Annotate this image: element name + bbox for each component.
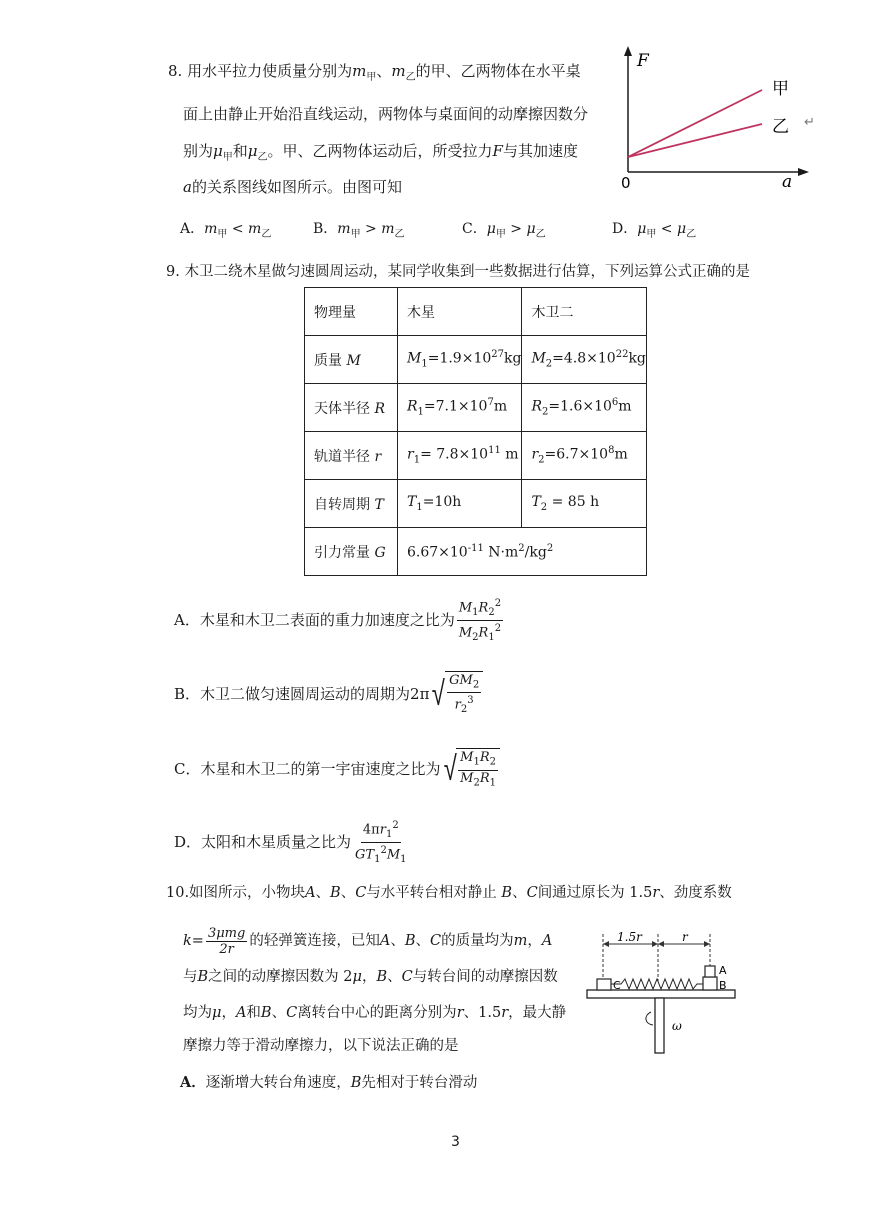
label-yi: 乙 bbox=[772, 117, 789, 137]
block-c bbox=[597, 979, 611, 990]
y-axis-label: F bbox=[637, 51, 649, 71]
q10-option-a[interactable]: A．逐渐增大转台角速度，B先相对于转台滑动 bbox=[180, 1074, 478, 1091]
dim-arrow bbox=[652, 941, 658, 947]
dim-label-r: r bbox=[682, 930, 688, 944]
q8-option-b[interactable]: B．$m_甲 > m_乙$ bbox=[313, 221, 405, 240]
q10-line1: 10.如图所示，小物块A、B、C与水平转台相对静止 B、C间通过原长为 1.5r、劲度系数 bbox=[166, 885, 732, 901]
turntable-shaft bbox=[655, 998, 664, 1053]
table-row bbox=[305, 336, 647, 384]
q10-line2: k = $\frac{\text{3μmg}}{2r}$ 的轻弹簧连接，已知 A 、 B 、 C 的质量均为 m ， A bbox=[183, 925, 553, 957]
table-cell-R2: $R_2=1.6\times 10^6m$ bbox=[522, 384, 646, 432]
dim-arrow bbox=[704, 941, 710, 947]
table-cell-r2: $r_2=6.7\times 10^8m$ bbox=[522, 432, 646, 480]
table-header-europa: 木卫二 bbox=[522, 288, 646, 336]
q10-turntable-figure bbox=[585, 928, 745, 1058]
table-cell-orbit-label: 轨道半径 r bbox=[305, 432, 398, 480]
q8-option-c[interactable]: C．$\mu_甲 > \mu_乙$ bbox=[462, 221, 546, 240]
q8-line4: a的关系图线如图所示。由图可知 bbox=[183, 178, 402, 196]
table-row bbox=[305, 432, 647, 480]
x-axis-arrow bbox=[798, 168, 809, 176]
table-cell-M2: $M_2=4.8\times 10^{22}kg$ bbox=[522, 336, 646, 384]
table-cell-R1: $R_1=7.1\times 10^7m$ bbox=[398, 384, 522, 432]
table-cell-T2: $T_2 = 85$ h bbox=[522, 480, 646, 528]
x-axis-label: a bbox=[782, 172, 793, 192]
page-number: 3 bbox=[451, 1134, 460, 1150]
return-mark: ↵ bbox=[804, 115, 815, 130]
q8-option-d[interactable]: D．$\mu_甲 < \mu_乙$ bbox=[612, 221, 697, 240]
turntable-disk bbox=[587, 990, 735, 998]
table-cell-G-value: $6.67\times 10^{-11}$ $N\cdot m^2/kg^2$ bbox=[398, 528, 647, 576]
q8-force-acceleration-graph bbox=[612, 44, 822, 194]
y-axis-arrow bbox=[624, 46, 632, 56]
q8-line2: 面上由静止开始沿直线运动，两物体与桌面间的动摩擦因数分 bbox=[183, 105, 589, 123]
table-cell-M1: $M_1=1.9\times 10^{27}kg$ bbox=[398, 336, 522, 384]
dim-label-1-5r: 1.5r bbox=[617, 930, 642, 944]
fraction-gravity-ratio: $\frac{M_1R_2^2}{M_2R_1^2}$ bbox=[458, 597, 502, 643]
block-c-label: C bbox=[613, 979, 621, 992]
rotation-arrow bbox=[646, 1012, 653, 1025]
q9-data-table bbox=[304, 287, 647, 576]
table-cell-period-label: 自转周期 T bbox=[305, 480, 398, 528]
spring bbox=[611, 979, 703, 989]
line-yi bbox=[628, 124, 762, 157]
q9-stem: 9. 木卫二绕木星做匀速圆周运动，某同学收集到一些数据进行估算，下列运算公式正确的是 bbox=[166, 264, 750, 280]
q9-option-a[interactable]: A． 木星和木卫二表面的重力加速度之比为 $\frac{M_1R_2^2}{M_2R_1^2}$ bbox=[174, 597, 502, 643]
table-cell-mass-label: 质量 M bbox=[305, 336, 398, 384]
dim-arrow bbox=[658, 941, 664, 947]
block-a-label: A bbox=[719, 964, 727, 977]
table-cell-T1: $T_1=10h$ bbox=[398, 480, 522, 528]
q8-line1: 8. 用水平拉力使质量分别为$m_甲$、$m_乙$的甲、乙两物体在水平桌 bbox=[168, 62, 581, 83]
sqrt-period-formula: √ $\frac{GM_2}{r_2^3}$ bbox=[429, 671, 483, 718]
q10-line5: 摩擦力等于滑动摩擦力，以下说法正确的是 bbox=[183, 1038, 459, 1054]
table-cell-G-label: 引力常量 G bbox=[305, 528, 398, 576]
table-row bbox=[305, 480, 647, 528]
q9-option-c[interactable]: C． 木星和木卫二的第一宇宙速度之比为 √ $\frac{M_1R_2}{M_2R_1}$ bbox=[174, 747, 500, 791]
block-b bbox=[703, 977, 717, 990]
fraction-mass-ratio: $\frac{4\pi r_1^2}{GT_1^2M_1}$ bbox=[355, 819, 407, 865]
q8-line3: 别为$\mu_甲$和$\mu_乙$。甲、乙两物体运动后，所受拉力F与其加速度 bbox=[183, 142, 578, 163]
omega-label: ω bbox=[672, 1019, 682, 1033]
q8-option-a[interactable]: A．$m_甲 < m_乙$ bbox=[180, 221, 272, 240]
table-cell-r1: $r_1= 7.8\times 10^{11}$ m bbox=[398, 432, 522, 480]
q9-option-b[interactable]: B． 木卫二做匀速圆周运动的周期为 2π √ $\frac{GM_2}{r_2^3}$ bbox=[174, 672, 483, 716]
q10-line4: 均为μ，A和B、C离转台中心的距离分别为r、1.5r，最大静 bbox=[183, 1005, 567, 1021]
line-jia bbox=[628, 90, 762, 157]
label-jia: 甲 bbox=[772, 79, 789, 99]
table-header-jupiter: 木星 bbox=[398, 288, 522, 336]
q10-line3: 与B之间的动摩擦因数为 2μ，B、C与转台间的动摩擦因数 bbox=[183, 969, 558, 985]
fraction-spring-constant: $\frac{\text{3μmg}}{2r}$ bbox=[207, 925, 246, 957]
block-b-label: B bbox=[719, 979, 727, 992]
table-row bbox=[305, 384, 647, 432]
block-a bbox=[705, 966, 715, 977]
origin-label: 0 bbox=[621, 174, 631, 192]
dim-arrow bbox=[603, 941, 609, 947]
table-row bbox=[305, 528, 647, 576]
table-header-quantity: 物理量 bbox=[305, 288, 398, 336]
table-row bbox=[305, 288, 647, 336]
sqrt-velocity-ratio: √ $\frac{M_1R_2}{M_2R_1}$ bbox=[441, 748, 501, 790]
q9-option-d[interactable]: D． 太阳和木星质量之比为 $\frac{4\pi r_1^2}{GT_1^2M_1}$ bbox=[174, 819, 407, 865]
table-cell-radius-label: 天体半径 R bbox=[305, 384, 398, 432]
